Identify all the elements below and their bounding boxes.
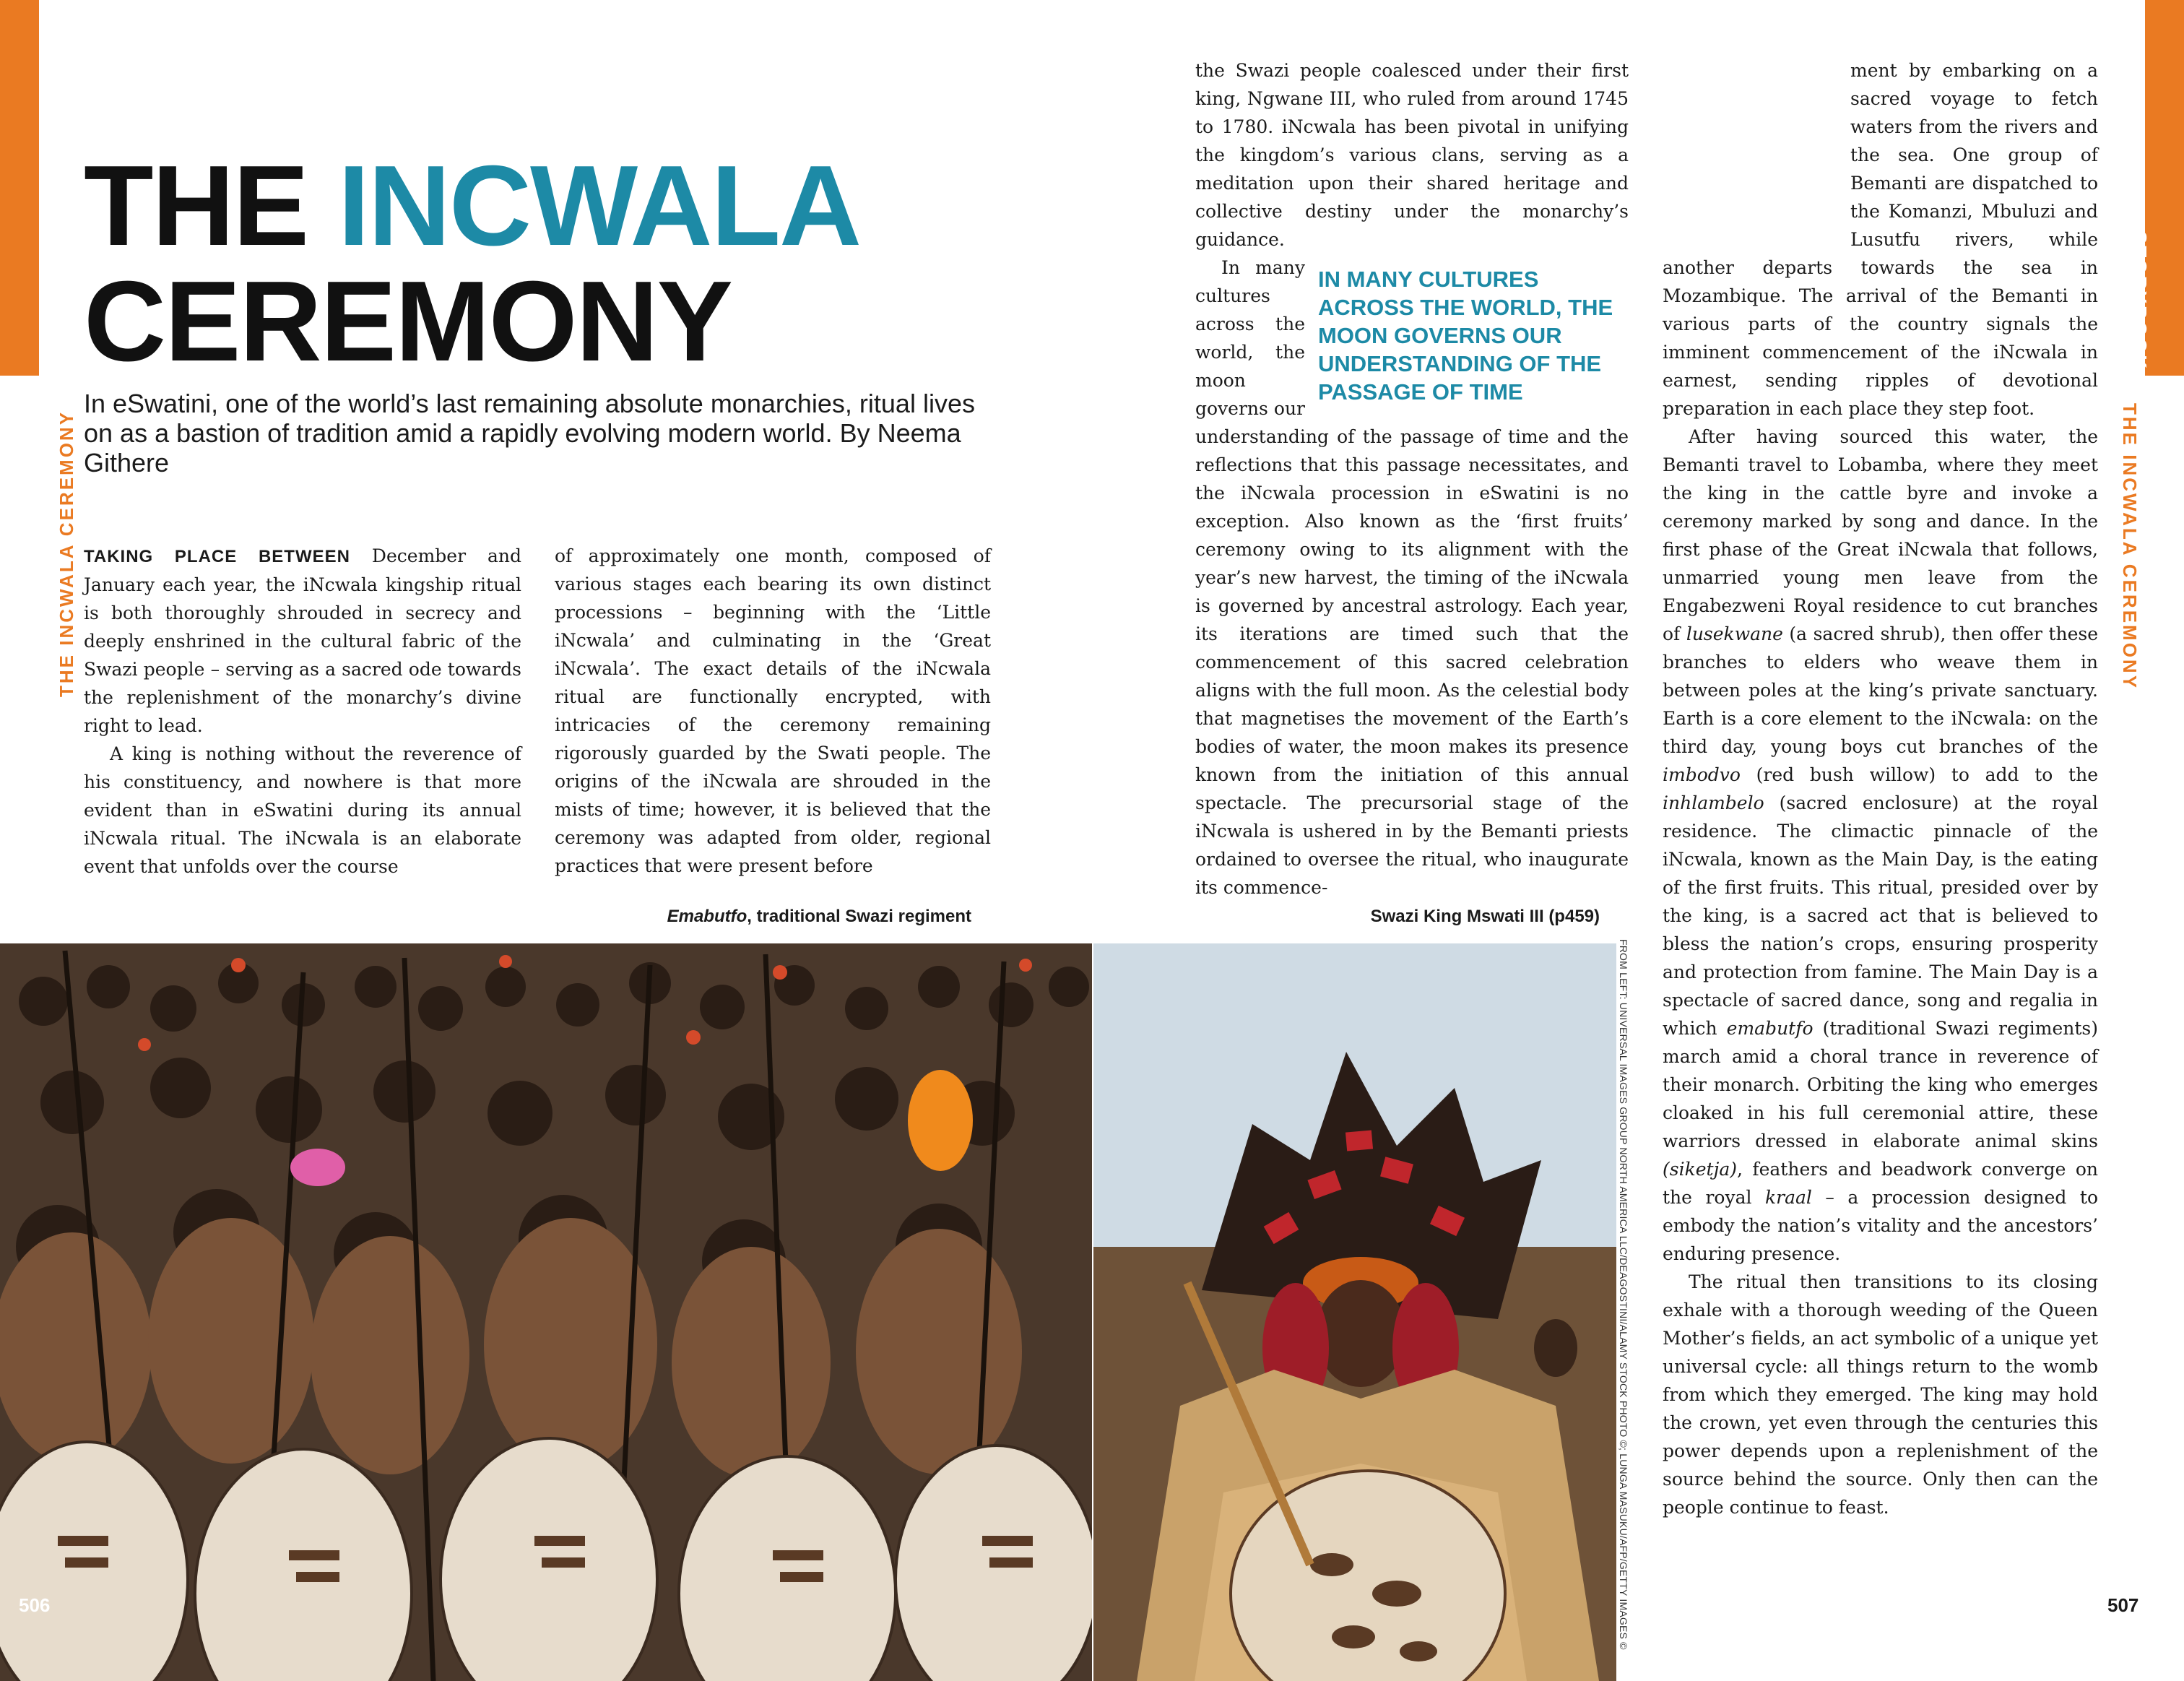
photo-credit: FROM LEFT: UNIVERSAL IMAGES GROUP NORTH AMERICA LLC/DEAGOSTINI/ALAMY STOCK PHOTO ©; LUNGA MASUKU/AFP/GETTY IMAGES © (1618, 939, 1629, 1650)
paragraph: the Swazi people coalesced under their first king, Ngwane III, who ruled from around 1745 to 1780. iNcwala has been pivotal in unifying the kingdom’s various clans, serving as a meditation upon their shared heritage and collective destiny under the monarchy’s guidance. (1195, 60, 1629, 250)
italic-term: (siketja) (1663, 1159, 1737, 1180)
story-label-left: THE INCWALA CEREMONY (56, 410, 77, 697)
title-word-ceremony: CEREMONY (84, 258, 732, 385)
paragraph-text: – a procession designed to embody the nation’s vitality and the ancestors’ enduring presence. (1663, 1187, 2098, 1264)
paragraph (1663, 56, 2098, 423)
body-column-1 (84, 542, 521, 881)
regiment-photo-illustration (0, 943, 1092, 1681)
section-tab-right (2145, 0, 2184, 376)
caption-text: , traditional Swazi regiment (747, 907, 971, 926)
paragraph (1663, 423, 2098, 1268)
title-word-the: THE (84, 142, 308, 269)
italic-term: lusekwane (1686, 623, 1783, 644)
story-label-right: THE INCWALA CEREMONY (2119, 403, 2141, 691)
paragraph-text: (sacred enclosure) at the royal residence. The climactic pinnacle of the iNcwala, known as the Main Day, is the eating of the first fruits. This ritual, presided over by the king, is a sacred act that is believed to bless the nation’s crops, ensuring prosperity and protection from famine. The Main Day is a spectacle of sacred dance, song and regalia in which (1663, 792, 2098, 1039)
paragraph-text: ment by embarking on a sacred voyage to fetch waters from the rivers and the sea. One group of Bemanti are dispatched to the Komanzi, Mbuluzi and Lusutfu rivers, while another departs towards the sea in Mozambique. The arrival of the Bemanti in various parts of the country signals the imminent commencement of the iNcwala in earnest, sending ripples of devotional preparation in each place they step foot. (1663, 60, 2098, 419)
king-photo (1093, 943, 1616, 1681)
title-word-incwala: INCWALA (337, 142, 861, 269)
photo-caption-left (448, 907, 971, 927)
section-label-left: STORYBOOK (45, 225, 66, 365)
italic-term: emabutfo (1726, 1018, 1814, 1039)
paragraph-text: After having sourced this water, the Bemanti travel to Lobamba, where they meet the king in the cattle byre and invoke a ceremony marked by song and dance. In the first phase of the Great iNcwala that follows, unmarried young men leave from the Engabezweni Royal residence to cut branches of (1663, 426, 2098, 644)
pull-quote: IN MANY CULTURES ACROSS THE WORLD, THE MOON GOVERNS OUR UNDERSTANDING OF THE PASSAGE OF TIME (1318, 267, 1613, 405)
paragraph: A king is nothing without the reverence of his constituency, and nowhere is that more evident than in eSwatini during its annual iNcwala ritual. The iNcwala is an elaborate event that unfolds over the course (84, 743, 521, 877)
body-column-3 (1195, 56, 1629, 902)
paragraph-text: (a sacred shrub), then offer these branches to elders who weave them in between poles at the king’s private sanctuary. Earth is a core element to the iNcwala: on the third day, young boys cut branches of the (1663, 623, 2098, 757)
section-tab-left (0, 0, 39, 376)
section-label-right: STORYBOOK (2129, 231, 2151, 371)
italic-term: kraal (1764, 1187, 1812, 1208)
page-number-right: 507 (2107, 1594, 2139, 1616)
paragraph-text: , feathers and beadwork converge on the royal (1663, 1159, 2098, 1208)
body-column-4 (1663, 56, 2098, 1521)
paragraph: The ritual then transitions to its closing exhale with a thorough weeding of the Queen Mother’s fields, an act symbolic of a unique yet universal cycle: all things return to the womb from which they emerged. The king may hold the crown, yet even through the centuries this power depends upon a replenishment of the source behind the source. Only then can the people continue to feast. (1663, 1271, 2098, 1518)
italic-term: inhlambelo (1663, 792, 1764, 813)
paragraph (84, 542, 521, 740)
italic-term: imbodvo (1663, 764, 1741, 785)
standfirst: In eSwatini, one of the world’s last remaining absolute monarchies, ritual lives on as a bastion of tradition amid a rapidly evolving modern world. By Neema Githere (84, 389, 975, 477)
king-photo-illustration (1093, 943, 1616, 1681)
paragraph (1195, 254, 1629, 902)
pull-quote-space (1663, 56, 1836, 253)
paragraph-text: (red bush willow) to add to the (1740, 764, 2098, 785)
lead-in: TAKING PLACE BETWEEN (84, 547, 350, 566)
page-number-left: 506 (19, 1594, 51, 1616)
photo-caption-right: Swazi King Mswati III (p459) (1370, 907, 1600, 926)
regiment-photo (0, 943, 1092, 1681)
paragraph-text: December and January each year, the iNcwala kingship ritual is both thoroughly shrouded in secrecy and deeply enshrined in the cultural fabric of the Swazi people – serving as a sacred ode towards the replenishment of the monarchy’s divine right to lead. (84, 545, 522, 736)
body-column-2 (555, 542, 991, 880)
paragraph: of approximately one month, composed of various stages each bearing its own distinct processions – beginning with the ‘Little iNcwala’ and culminating in the ‘Great iNcwala’. The exact details of the iNcwala ritual are functionally encrypted, with intricacies of the ceremony remaining rigorously guarded by the Swati people. The origins of the iNcwala are shrouded in the mists of time; however, it is believed that the ceremony was adapted from older, regional practices that were present before (555, 545, 991, 876)
paragraph-text: (traditional Swazi regiments) march amid a choral trance in reverence of their monarch. Orbiting the king who emerges cloaked in his full ceremonial attire, these warriors dressed in elaborate animal skins (1663, 1018, 2098, 1151)
caption-italic: Emabutfo (667, 907, 748, 926)
paragraph-text: In many cultures across the world, the moon governs our understanding of the passage of time and the reflections that this passage necessitates, and the iNcwala procession in eSwatini is no exception. Also known as the ‘first fruits’ ceremony owing to its alignment with the year’s new harvest, the timing of the iNcwala is governed by ancestral astrology. Each year, its iterations are timed such that the commencement of this sacred celebration aligns with the full moon. As the celestial body that magnetises the movement of the Earth’s bodies of water, the moon makes its presence known from the initiation of this annual spectacle. The precursorial stage of the iNcwala is ushered in by the Bemanti priests ordained to oversee the ritual, who inaugurate its commence- (1195, 257, 1629, 898)
article-title (84, 142, 861, 385)
